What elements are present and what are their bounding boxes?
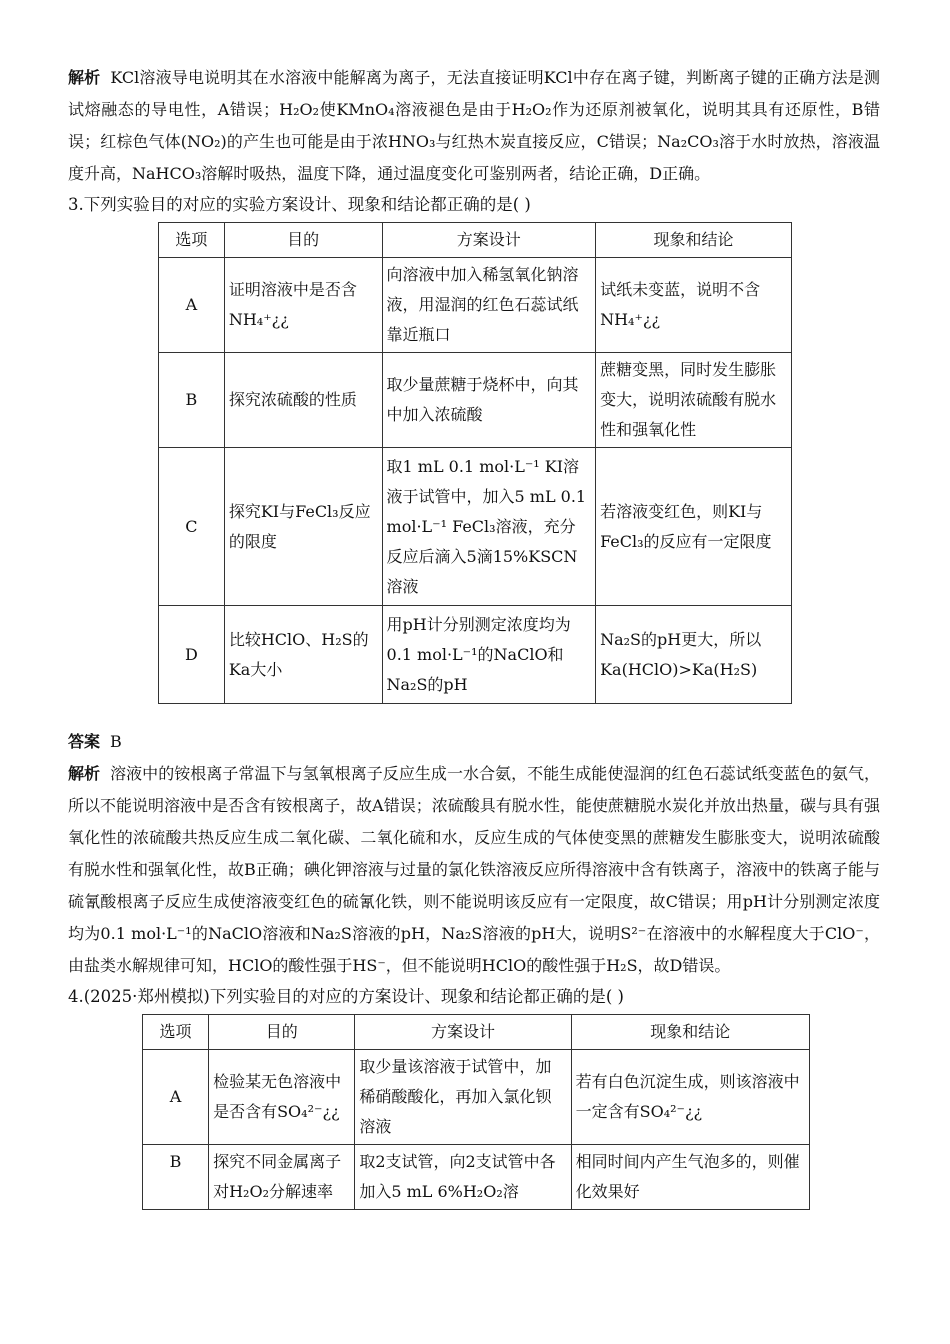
design-cell: 取2支试管，向2支试管中各加入5 mL 6%H₂O₂溶 bbox=[355, 1145, 571, 1210]
table-row bbox=[159, 353, 792, 448]
purpose-cell: 检验某无色溶液中是否含有SO₄²⁻¿¿ bbox=[209, 1050, 355, 1145]
analysis-paragraph-3 bbox=[68, 758, 880, 982]
purpose-cell: 探究KI与FeCl₃反应的限度 bbox=[224, 448, 382, 606]
option-cell: A bbox=[159, 258, 225, 353]
design-cell: 取少量该溶液于试管中，加稀硝酸酸化，再加入氯化钡溶液 bbox=[355, 1050, 571, 1145]
header-result: 现象和结论 bbox=[571, 1015, 809, 1050]
result-cell: 若溶液变红色，则KI与FeCl₃的反应有一定限度 bbox=[596, 448, 792, 606]
question-3-table bbox=[158, 222, 792, 704]
option-cell: D bbox=[159, 606, 225, 704]
header-result: 现象和结论 bbox=[596, 223, 792, 258]
design-cell: 向溶液中加入稀氢氧化钠溶液，用湿润的红色石蕊试纸靠近瓶口 bbox=[382, 258, 596, 353]
analysis-text: KCl溶液导电说明其在水溶液中能解离为离子，无法直接证明KCl中存在离子键，判断离子键的正确方法是测试熔融态的导电性，A错误；H₂O₂使KMnO₄溶液褪色是由于H₂O₂作为还原剂被氧化，说明其具有还原性，B错误；红棕色气体(NO₂)的产生也可能是由于浓HNO₃与红热木炭直接反应，C错误；Na₂CO₃溶于水时放热，溶液温度升高，NaHCO₃溶解时吸热，温度下降，通过温度变化可鉴别两者，结论正确，D正确。 bbox=[68, 68, 880, 183]
option-cell: B bbox=[143, 1145, 209, 1210]
design-cell: 用pH计分别测定浓度均为0.1 mol·L⁻¹的NaClO和Na₂S的pH bbox=[382, 606, 596, 704]
header-purpose: 目的 bbox=[224, 223, 382, 258]
header-design: 方案设计 bbox=[355, 1015, 571, 1050]
table-row bbox=[159, 606, 792, 704]
purpose-cell: 比较HClO、H₂S的Ka大小 bbox=[224, 606, 382, 704]
result-cell: 若有白色沉淀生成，则该溶液中一定含有SO₄²⁻¿¿ bbox=[571, 1050, 809, 1145]
analysis-label: 解析 bbox=[68, 764, 101, 783]
purpose-cell: 探究浓硫酸的性质 bbox=[224, 353, 382, 448]
answer-value: B bbox=[110, 732, 122, 751]
purpose-cell: 证明溶液中是否含NH₄⁺¿¿ bbox=[224, 258, 382, 353]
table-header-row bbox=[143, 1015, 810, 1050]
table-row bbox=[159, 448, 792, 606]
option-cell: A bbox=[143, 1050, 209, 1145]
question-4-table bbox=[142, 1014, 810, 1210]
analysis-paragraph-1 bbox=[68, 62, 880, 190]
design-cell: 取1 mL 0.1 mol·L⁻¹ KI溶液于试管中，加入5 mL 0.1 mol·L⁻¹ FeCl₃溶液，充分反应后滴入5滴15%KSCN溶液 bbox=[382, 448, 596, 606]
result-cell: 蔗糖变黑，同时发生膨胀变大，说明浓硫酸有脱水性和强氧化性 bbox=[596, 353, 792, 448]
table-row bbox=[143, 1145, 810, 1210]
header-purpose: 目的 bbox=[209, 1015, 355, 1050]
table-row bbox=[143, 1050, 810, 1145]
table-row bbox=[159, 258, 792, 353]
purpose-cell: 探究不同金属离子对H₂O₂分解速率 bbox=[209, 1145, 355, 1210]
table-header-row bbox=[159, 223, 792, 258]
answer-line bbox=[68, 726, 880, 758]
header-option: 选项 bbox=[143, 1015, 209, 1050]
answer-label: 答案 bbox=[68, 732, 101, 751]
result-cell: 相同时间内产生气泡多的，则催化效果好 bbox=[571, 1145, 809, 1210]
result-cell: 试纸未变蓝，说明不含NH₄⁺¿¿ bbox=[596, 258, 792, 353]
design-cell: 取少量蔗糖于烧杯中，向其中加入浓硫酸 bbox=[382, 353, 596, 448]
question-4-stem: 4.(2025·郑州模拟)下列实验目的对应的方案设计、现象和结论都正确的是( ) bbox=[68, 987, 624, 1006]
result-cell: Na₂S的pH更大，所以Ka(HClO)>Ka(H₂S) bbox=[596, 606, 792, 704]
option-cell: C bbox=[159, 448, 225, 606]
header-design: 方案设计 bbox=[382, 223, 596, 258]
header-option: 选项 bbox=[159, 223, 225, 258]
question-3-stem: 3.下列实验目的对应的实验方案设计、现象和结论都正确的是( ) bbox=[68, 195, 531, 214]
analysis-text: 溶液中的铵根离子常温下与氢氧根离子反应生成一水合氨，不能生成能使湿润的红色石蕊试纸变蓝色的氨气，所以不能说明溶液中是否含有铵根离子，故A错误；浓硫酸具有脱水性，能使蔗糖脱水炭化并放出热量，碳与具有强氧化性的浓硫酸共热反应生成二氧化碳、二氧化硫和水，反应生成的气体使变黑的蔗糖发生膨胀变大，说明浓硫酸有脱水性和强氧化性，故B正确；碘化钾溶液与过量的氯化铁溶液反应所得溶液中含有铁离子，溶液中的铁离子能与硫氰酸根离子反应生成使溶液变红色的硫氰化铁，则不能说明该反应有一定限度，故C错误；用pH计分别测定浓度均为0.1 mol·L⁻¹的NaClO溶液和Na₂S溶液的pH，Na₂S溶液的pH大，说明S²⁻在溶液中的水解程度大于ClO⁻，由盐类水解规律可知，HClO的酸性强于HS⁻，但不能说明HClO的酸性强于H₂S，故D错误。 bbox=[68, 764, 880, 975]
analysis-label: 解析 bbox=[68, 68, 101, 87]
document-page bbox=[68, 62, 880, 1210]
option-cell: B bbox=[159, 353, 225, 448]
